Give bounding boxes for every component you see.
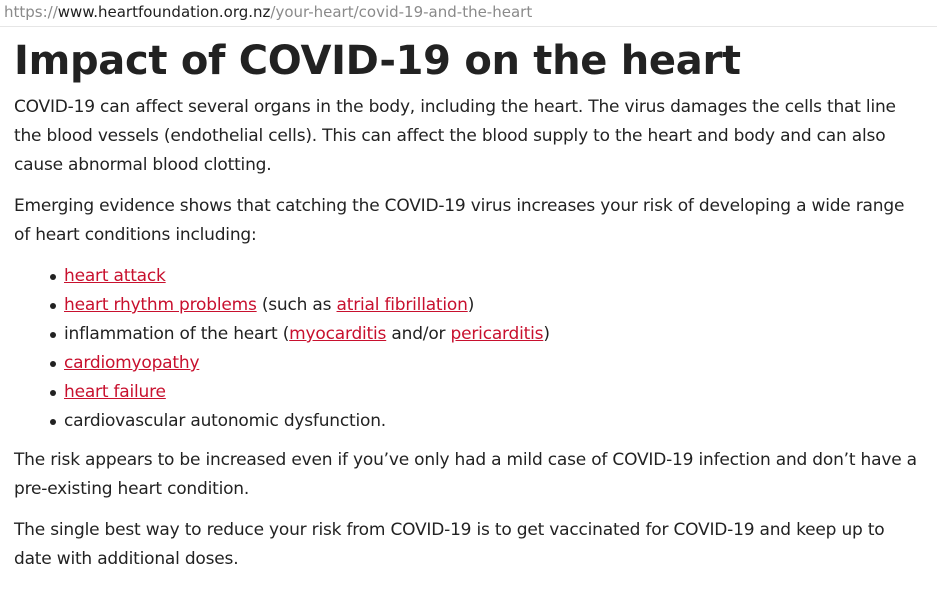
list-item bbox=[64, 262, 923, 291]
page-title: Impact of COVID-19 on the heart bbox=[14, 38, 741, 84]
list-item bbox=[64, 407, 923, 436]
risk-paragraph: The risk appears to be increased even if you’ve only had a mild case of COVID-19 infection and don’t have a pre-existing heart condition. bbox=[14, 450, 917, 499]
heart-failure-link[interactable]: heart failure bbox=[64, 382, 166, 402]
intro-paragraph: COVID-19 can affect several organs in the body, including the heart. The virus damages the cells that line the blood vessels (endothelial cells). This can affect the blood supply to the heart and body and can also cause abnormal blood clotting. bbox=[14, 97, 896, 175]
cardiomyopathy-link[interactable]: cardiomyopathy bbox=[64, 353, 200, 373]
list-item bbox=[64, 320, 923, 349]
list-text: (such as bbox=[256, 295, 337, 315]
list-item bbox=[64, 291, 923, 320]
bullet-icon bbox=[50, 332, 56, 338]
conditions-list bbox=[14, 262, 923, 436]
atrial-fibrillation-link[interactable]: atrial fibrillation bbox=[336, 295, 468, 315]
list-text: ) bbox=[543, 324, 550, 344]
url-path: /your-heart/covid-19-and-the-heart bbox=[270, 3, 533, 21]
bullet-icon bbox=[50, 390, 56, 396]
address-bar[interactable] bbox=[0, 0, 937, 27]
url-host: www.heartfoundation.org.nz bbox=[57, 3, 271, 21]
list-text: inflammation of the heart ( bbox=[64, 324, 290, 344]
list-item bbox=[64, 378, 923, 407]
bullet-icon bbox=[50, 361, 56, 367]
pericarditis-link[interactable]: pericarditis bbox=[450, 324, 544, 344]
list-item bbox=[64, 349, 923, 378]
list-text: cardiovascular autonomic dysfunction. bbox=[64, 411, 386, 431]
heart-attack-link[interactable]: heart attack bbox=[64, 266, 166, 286]
myocarditis-link[interactable]: myocarditis bbox=[289, 324, 387, 344]
bullet-icon bbox=[50, 419, 56, 425]
bullet-icon bbox=[50, 303, 56, 309]
list-text: ) bbox=[467, 295, 475, 315]
bullet-icon bbox=[50, 274, 56, 280]
url-scheme: https:// bbox=[4, 3, 58, 21]
evidence-paragraph: Emerging evidence shows that catching the COVID-19 virus increases your risk of developing a wide range of heart conditions including: bbox=[14, 196, 905, 245]
list-text: and/or bbox=[386, 324, 451, 344]
vaccination-paragraph: The single best way to reduce your risk from COVID-19 is to get vaccinated for COVID-19 and keep up to date with additional doses. bbox=[14, 520, 885, 569]
heart-rhythm-problems-link[interactable]: heart rhythm problems bbox=[64, 295, 257, 315]
article bbox=[0, 37, 937, 574]
